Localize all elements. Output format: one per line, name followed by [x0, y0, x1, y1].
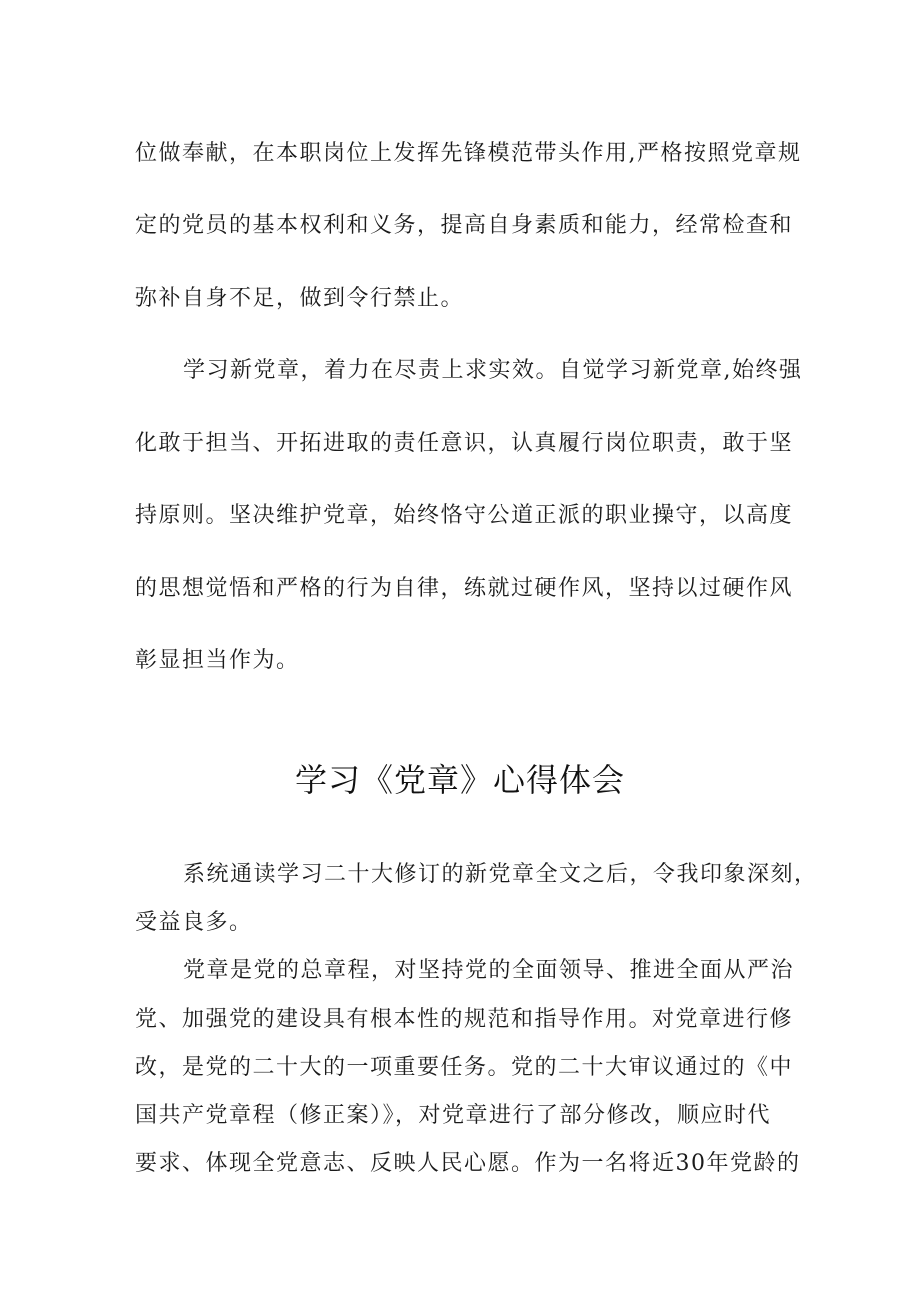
paragraph-line: 国共产党章程（修正案）》，对党章进行了部分修改，顺应时代 [135, 1103, 772, 1128]
paragraph-line: 持原则。坚决维护党章，始终恪守公道正派的职业操守，以高度 [135, 503, 794, 528]
paragraph-line: 要求、体现全党意志、反映人民心愿。作为一名将近30年党龄的 [135, 1151, 801, 1176]
paragraph-line: 的思想觉悟和严格的行为自律，练就过硬作风，坚持以过硬作风 [135, 576, 794, 601]
paragraph-line: 改，是党的二十大的一项重要任务。党的二十大审议通过的《中 [135, 1055, 794, 1080]
paragraph-line: 彰显担当作为。 [135, 648, 300, 673]
paragraph-line: 系统通读学习二十大修订的新党章全文之后，令我印象深刻， [183, 862, 818, 887]
document-title: 学习《党章》心得体会 [294, 761, 625, 799]
paragraph-line: 弥补自身不足，做到令行禁止。 [135, 286, 465, 311]
paragraph-line: 党章是党的总章程，对坚持党的全面领导、推进全面从严治 [183, 958, 795, 983]
paragraph-line: 位做奉献，在本职岗位上发挥先锋模范带头作用,严格按照党章规 [135, 141, 802, 166]
paragraph-line: 学习新党章，着力在尽责上求实效。自觉学习新党章,始终强 [183, 358, 803, 383]
paragraph-line: 党、加强党的建设具有根本性的规范和指导作用。对党章进行修 [135, 1007, 794, 1032]
paragraph-line: 受益良多。 [135, 910, 253, 935]
paragraph-line: 化敢于担当、开拓进取的责任意识，认真履行岗位职责，敢于坚 [135, 431, 794, 456]
paragraph-line: 定的党员的基本权利和义务，提高自身素质和能力，经常检查和 [135, 213, 794, 238]
